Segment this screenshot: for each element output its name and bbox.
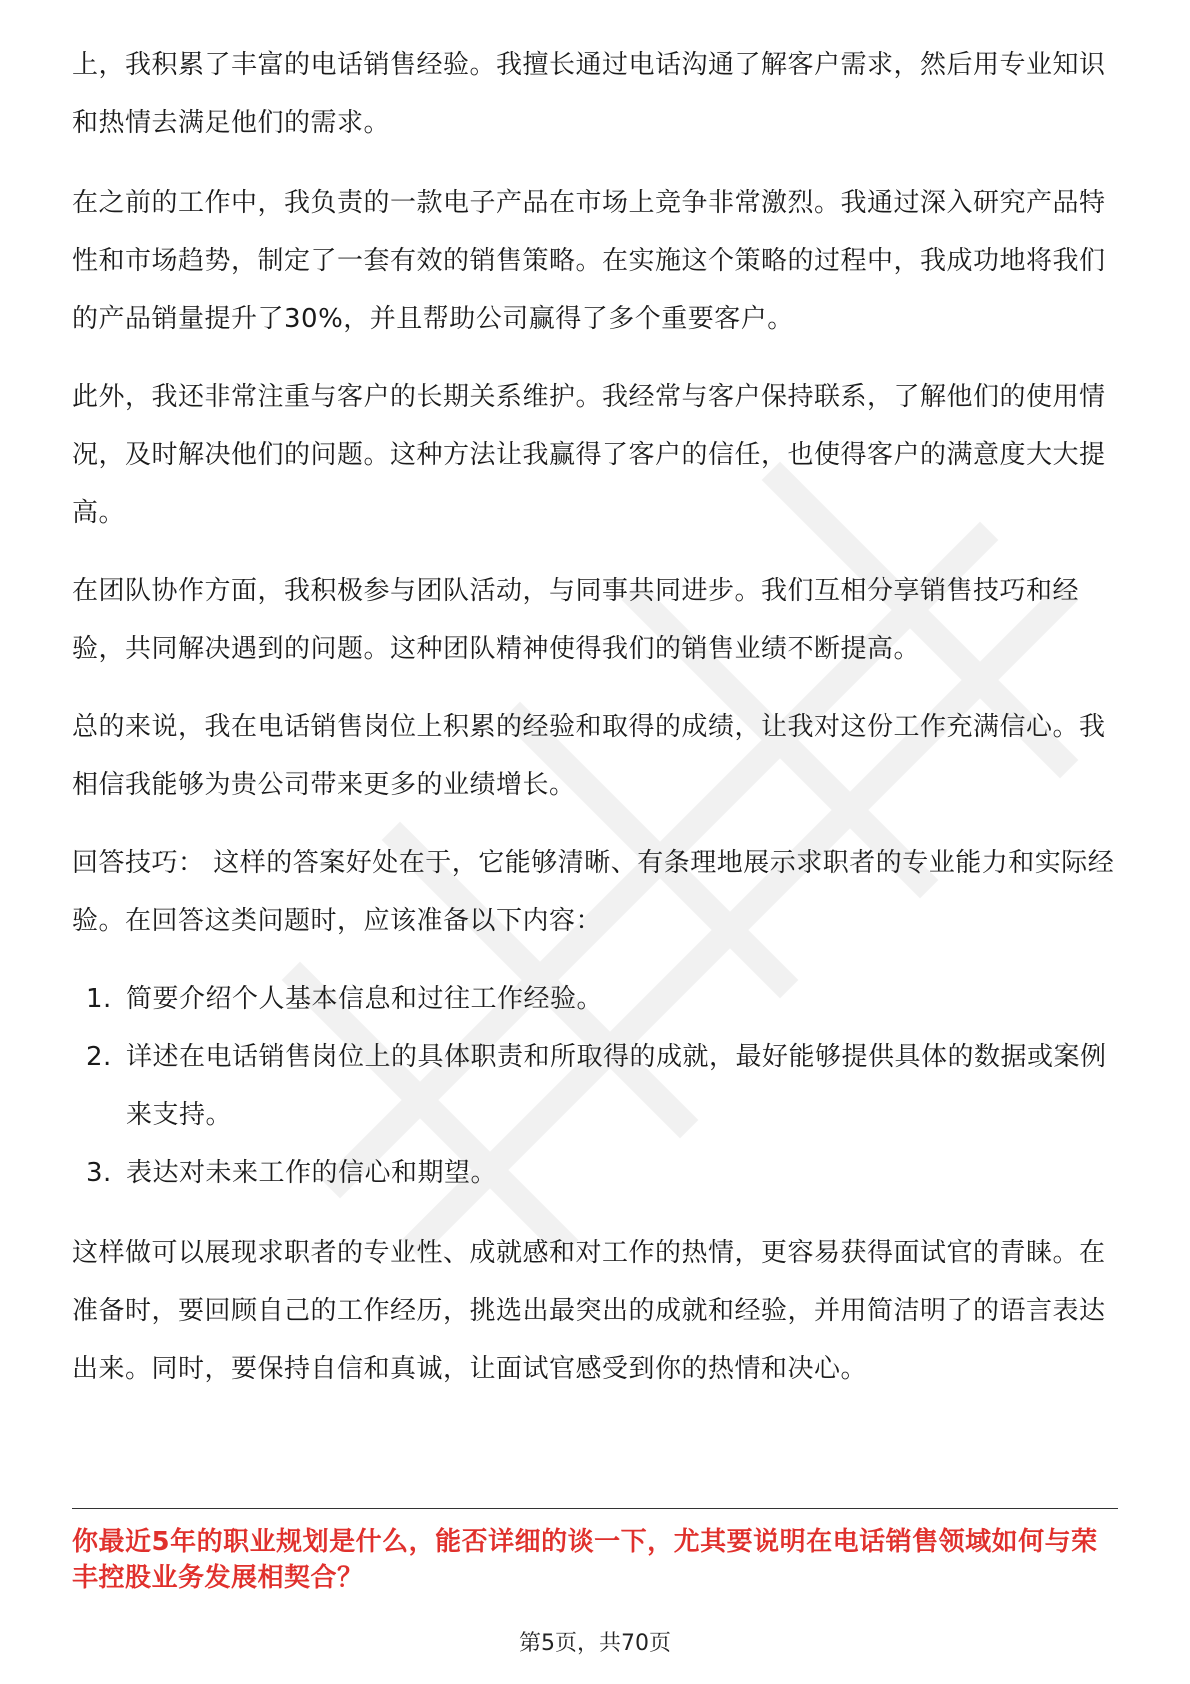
list-item	[72, 970, 1118, 1028]
list-item-number: 1.	[86, 984, 112, 1014]
section-divider	[72, 1508, 1118, 1509]
next-question-heading: 你最近5年的职业规划是什么，能否详细的谈一下，尤其要说明在电话销售领域如何与荣丰控股业务发展相契合？	[72, 1527, 1098, 1593]
page-number: 第5页，共70页	[519, 1631, 671, 1656]
list-item-number: 2.	[86, 1042, 112, 1072]
paragraph-answer-tips: 回答技巧： 这样的答案好处在于，它能够清晰、有条理地展示求职者的专业能力和实际经验。在回答这类问题时，应该准备以下内容：	[72, 848, 1115, 936]
list-item	[72, 1028, 1118, 1144]
paragraph-closing: 这样做可以展现求职者的专业性、成就感和对工作的热情，更容易获得面试官的青睐。在准备时，要回顾自己的工作经历，挑选出最突出的成就和经验，并用简洁明了的语言表达出来。同时，要保持自信和真诚，让面试官感受到你的热情和决心。	[72, 1238, 1106, 1384]
document-body	[72, 36, 1118, 1418]
list-item	[72, 1144, 1118, 1202]
list-item-text: 表达对未来工作的信心和期望。	[126, 1158, 498, 1188]
tips-list	[72, 970, 1118, 1202]
paragraph-previous-work: 在之前的工作中，我负责的一款电子产品在市场上竞争非常激烈。我通过深入研究产品特性和市场趋势，制定了一套有效的销售策略。在实施这个策略的过程中，我成功地将我们的产品销量提升了30%，并且帮助公司赢得了多个重要客户。	[72, 188, 1106, 334]
paragraph-summary: 总的来说，我在电话销售岗位上积累的经验和取得的成绩，让我对这份工作充满信心。我相信我能够为贵公司带来更多的业绩增长。	[72, 712, 1106, 800]
list-item-text: 详述在电话销售岗位上的具体职责和所取得的成就，最好能够提供具体的数据或案例来支持。	[126, 1042, 1107, 1130]
paragraph-experience: 上，我积累了丰富的电话销售经验。我擅长通过电话沟通了解客户需求，然后用专业知识和热情去满足他们的需求。	[72, 50, 1106, 138]
list-item-number: 3.	[86, 1158, 112, 1188]
list-item-text: 简要介绍个人基本信息和过往工作经验。	[126, 984, 604, 1014]
paragraph-teamwork: 在团队协作方面，我积极参与团队活动，与同事共同进步。我们互相分享销售技巧和经验，共同解决遇到的问题。这种团队精神使得我们的销售业绩不断提高。	[72, 576, 1080, 664]
paragraph-customer-relations: 此外，我还非常注重与客户的长期关系维护。我经常与客户保持联系，了解他们的使用情况，及时解决他们的问题。这种方法让我赢得了客户的信任，也使得客户的满意度大大提高。	[72, 382, 1106, 528]
